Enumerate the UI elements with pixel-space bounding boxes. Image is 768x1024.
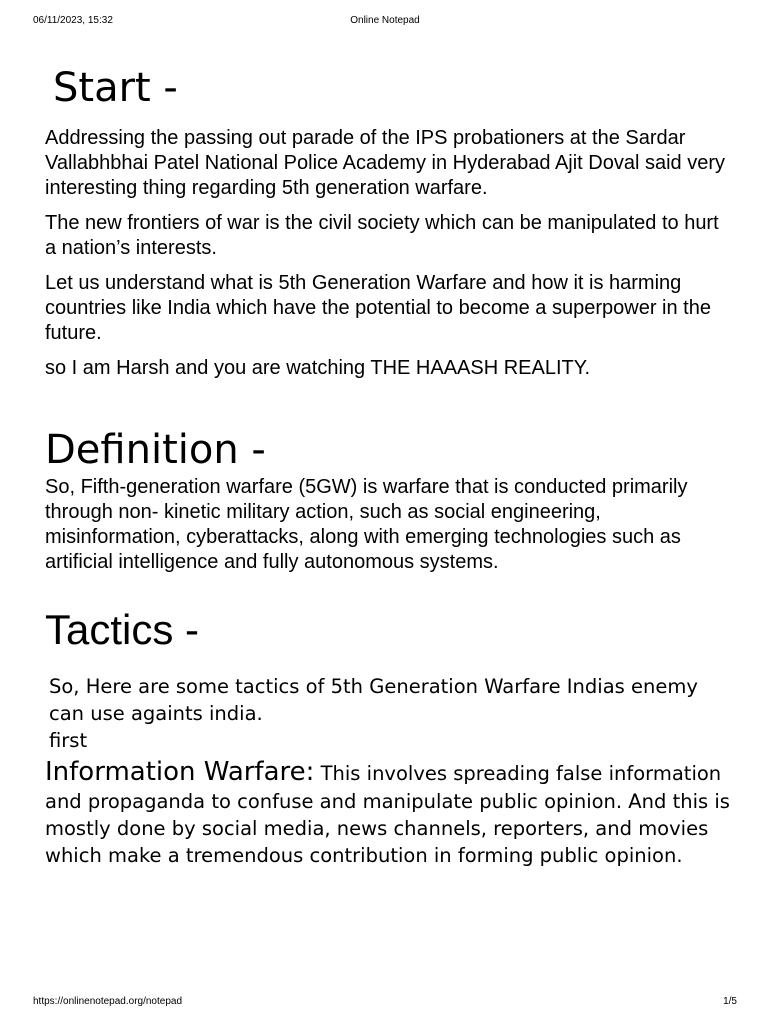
start-paragraph: so I am Harsh and you are watching THE HAAASH REALITY.: [45, 357, 591, 379]
information-warfare-text: This involves spreading false information and propaganda to confuse and manipulate public opinion. And this is mostly done by social media, news channels, reporters, and movies which make a tremendous contribution in forming public opinion.: [45, 762, 730, 867]
start-paragraph: Let us understand what is 5th Generation Warfare and how it is harming countries like India which have the potential to become a superpower in the future.: [45, 272, 711, 344]
print-url: https://onlinenotepad.org/notepad: [33, 996, 183, 1007]
start-paragraph: The new frontiers of war is the civil society which can be manipulated to hurt a nation’s interests.: [45, 212, 719, 259]
information-warfare-paragraph: [45, 756, 735, 869]
print-page-title: Online Notepad: [350, 15, 420, 26]
start-paragraph: Addressing the passing out parade of the IPS probationers at the Sardar Vallabhbhai Patel National Police Academy in Hyderabad Ajit Doval said very interesting thing regarding 5th generation warfare.: [45, 127, 726, 199]
heading-start: Start -: [53, 65, 178, 111]
heading-tactics: Tactics -: [45, 606, 200, 653]
heading-definition: Definition -: [45, 427, 266, 473]
print-footer: [33, 996, 737, 1010]
print-page-number: 1/5: [723, 996, 737, 1007]
tactics-first-line: first: [49, 729, 88, 752]
print-header: [33, 15, 737, 29]
document-body: [45, 60, 735, 869]
tactics-intro-paragraph: So, Here are some tactics of 5th Generation Warfare Indias enemy can use againts india.: [49, 675, 698, 725]
information-warfare-term: Information Warfare:: [45, 757, 315, 787]
definition-paragraph: So, Fifth-generation warfare (5GW) is warfare that is conducted primarily through non- kinetic military action, such as social engineering, misinformation, cyberattacks, along with emerging technologies such as artificial intelligence and fully autonomous systems.: [45, 476, 688, 573]
print-datetime: 06/11/2023, 15:32: [33, 15, 113, 26]
